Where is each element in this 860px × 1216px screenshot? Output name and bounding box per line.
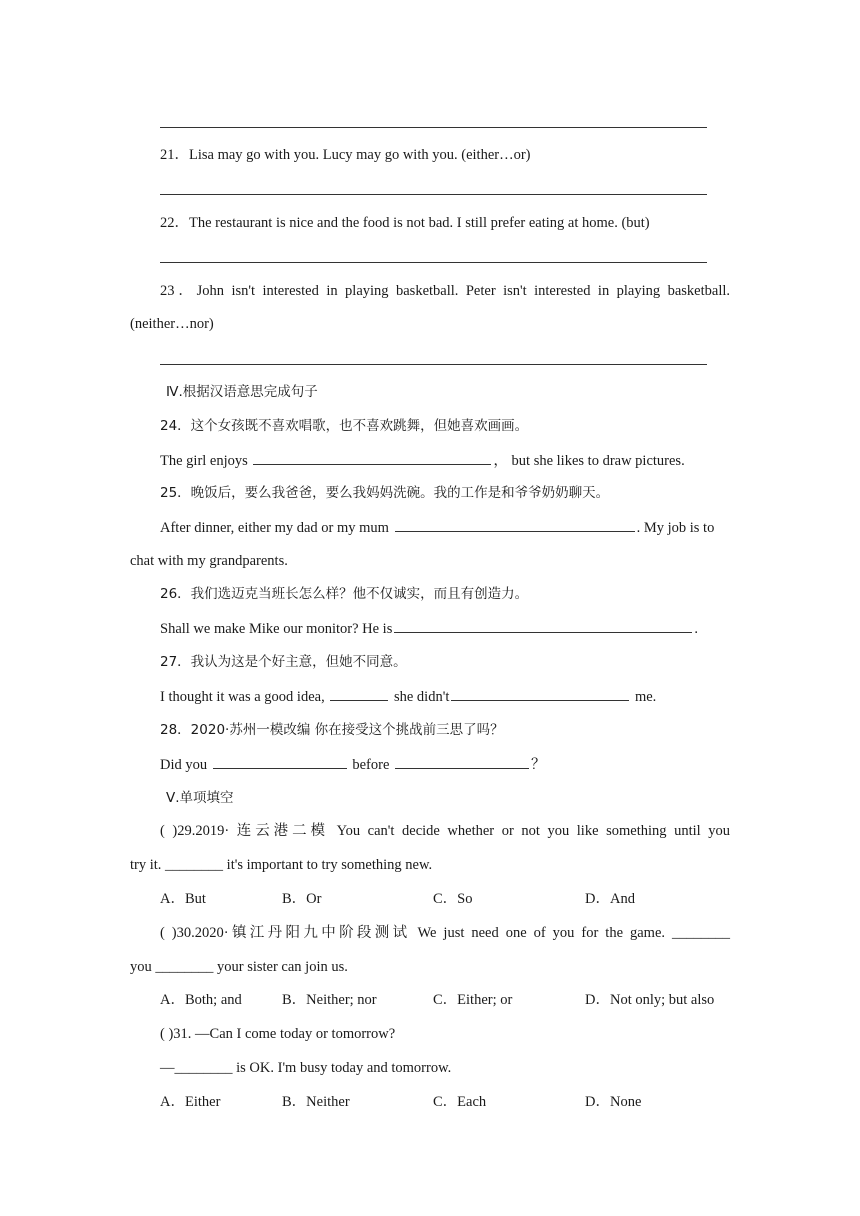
question-27-english: [160, 686, 656, 707]
q27-text-a: I thought it was a good idea,: [160, 689, 325, 705]
q27-text-c: me.: [634, 689, 657, 705]
q29-option-d[interactable]: D．And: [585, 891, 635, 907]
q24-text-b: ， but she likes to draw pictures.: [493, 453, 685, 469]
question-23-line2: (neither…nor): [130, 316, 214, 332]
question-25-english-cont: chat with my grandparents.: [130, 553, 288, 569]
q27-text-b: she didn't: [393, 689, 450, 705]
q26-text-a: Shall we make Mike our monitor? He is: [160, 621, 393, 637]
q31-option-c[interactable]: C．Each: [433, 1094, 487, 1110]
q30-option-c[interactable]: C．Either; or: [433, 992, 513, 1008]
q29-option-c[interactable]: C．So: [433, 891, 473, 907]
q31-option-b[interactable]: B．Neither: [282, 1094, 350, 1110]
q25-blank[interactable]: [395, 517, 635, 532]
answer-line-21[interactable]: [160, 194, 707, 195]
section-4-heading: Ⅳ.根据汉语意思完成句子: [166, 384, 318, 400]
q30-option-d[interactable]: D．Not only; but also: [585, 992, 715, 1008]
question-28-chinese: 28．2020·苏州一模改编 你在接受这个挑战前三思了吗？: [160, 722, 504, 738]
question-28-english: [160, 754, 546, 775]
question-26-english: [160, 618, 698, 639]
section-5-heading: Ⅴ.单项填空: [166, 790, 234, 806]
answer-line-23[interactable]: [160, 364, 707, 365]
question-24-chinese: 24．这个女孩既不喜欢唱歌，也不喜欢跳舞，但她喜欢画画。: [160, 418, 529, 434]
question-30-line1: ( )30.2020·镇江丹阳九中阶段测试 We just need one of you for the game. ________: [160, 925, 730, 941]
answer-line-20[interactable]: [160, 127, 707, 128]
q27-blank-1[interactable]: [330, 686, 388, 701]
question-25-chinese: 25．晚饭后，要么我爸爸，要么我妈妈洗碗。我的工作是和爷爷奶奶聊天。: [160, 485, 610, 501]
q29-option-b[interactable]: B．Or: [282, 891, 322, 907]
q25-text-a: After dinner, either my dad or my mum: [160, 520, 389, 536]
q31-option-a[interactable]: A．Either: [160, 1094, 221, 1110]
q25-text-b: . My job is to: [636, 520, 715, 536]
question-29-line1: ( )29.2019· 连云港二模 You can't decide whether or not you like something until you: [160, 823, 730, 839]
question-27-chinese: 27．我认为这是个好主意，但她不同意。: [160, 654, 407, 670]
q27-blank-2[interactable]: [451, 686, 629, 701]
question-23-line1: 23．John isn't interested in playing basketball. Peter isn't interested in playing basketball.: [160, 283, 730, 299]
question-24-english: [160, 450, 685, 471]
q24-text-a: The girl enjoys: [160, 453, 248, 469]
question-21: 21．Lisa may go with you. Lucy may go with you. (either…or): [160, 147, 531, 163]
question-22: 22．The restaurant is nice and the food is not bad. I still prefer eating at home. (but): [160, 215, 650, 231]
q28-text-a: Did you: [160, 757, 208, 773]
q28-text-b: before: [352, 757, 390, 773]
question-29-line2: try it. ________ it's important to try something new.: [130, 857, 433, 873]
question-31-line2: —________ is OK. I'm busy today and tomorrow.: [160, 1060, 452, 1076]
q31-option-d[interactable]: D．None: [585, 1094, 642, 1110]
question-26-chinese: 26．我们选迈克当班长怎么样？他不仅诚实，而且有创造力。: [160, 586, 529, 602]
question-30-line2: you ________ your sister can join us.: [130, 959, 348, 975]
q28-blank-2[interactable]: [395, 754, 529, 769]
question-31-line1: ( )31. —Can I come today or tomorrow?: [160, 1026, 396, 1042]
answer-line-22[interactable]: [160, 262, 707, 263]
q26-text-b: .: [694, 621, 698, 637]
q28-text-c: ？: [531, 757, 546, 773]
q28-blank-1[interactable]: [213, 754, 347, 769]
q30-option-b[interactable]: B．Neither; nor: [282, 992, 377, 1008]
q24-blank[interactable]: [253, 450, 491, 465]
q29-option-a[interactable]: A．But: [160, 891, 206, 907]
q30-option-a[interactable]: A．Both; and: [160, 992, 242, 1008]
question-25-english: [160, 517, 714, 538]
q26-blank[interactable]: [394, 618, 692, 633]
